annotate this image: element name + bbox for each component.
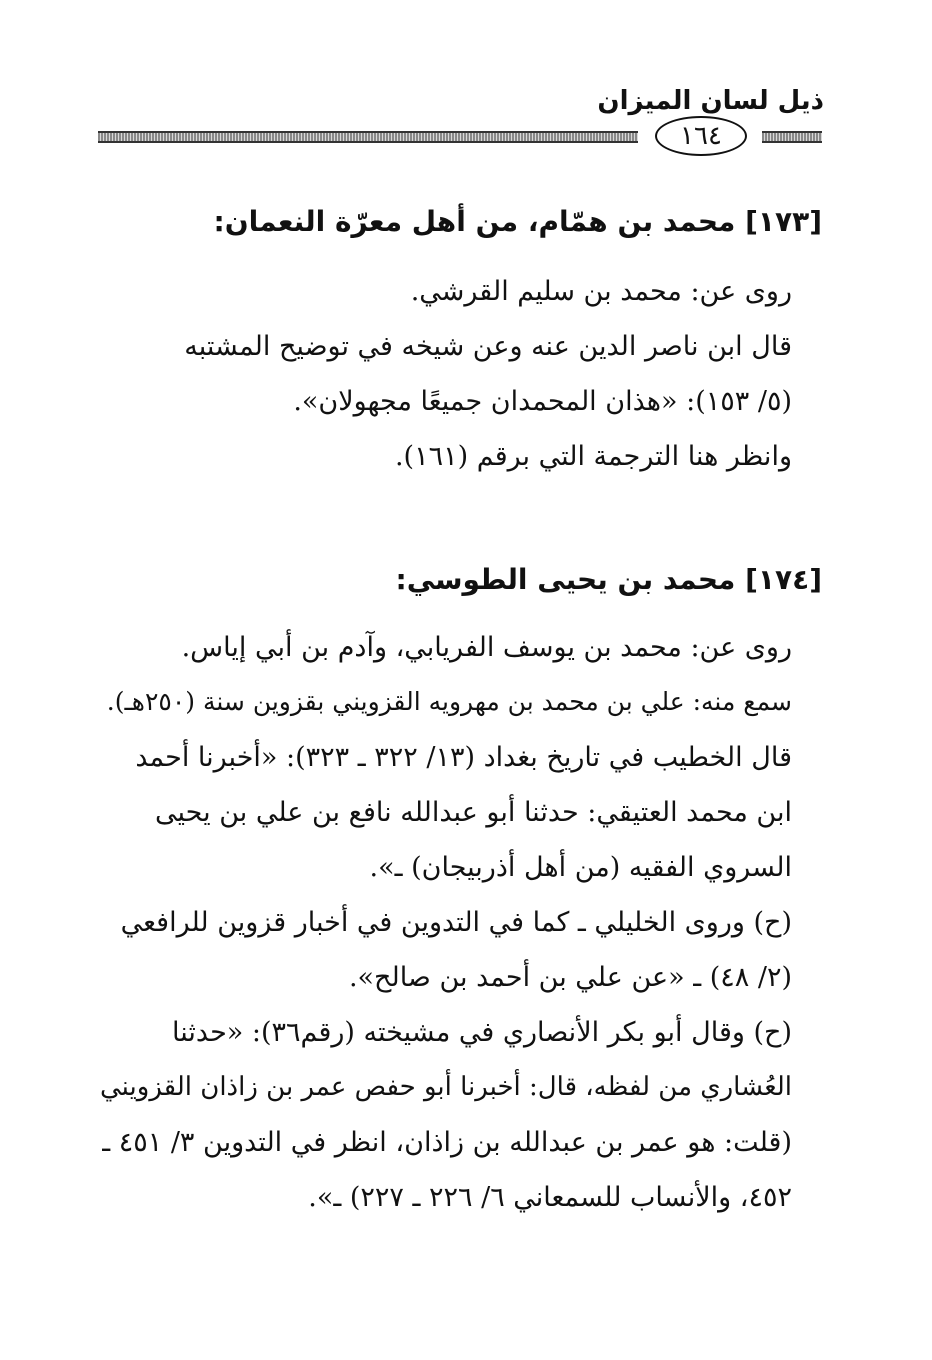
entry-173-line-2: قال ابن ناصر الدين عنه وعن شيخه في توضيح المشتبه bbox=[184, 331, 792, 362]
entry-174-line-1: روى عن: محمد بن يوسف الفريابي، وآدم بن أبي إياس. bbox=[181, 632, 792, 663]
entry-174-line-11: ٤٥٢، والأنساب للسمعاني ٦/ ٢٢٦ ـ ٢٢٧) ـ». bbox=[308, 1182, 792, 1213]
page-number: ١٦٤ bbox=[655, 116, 747, 156]
entry-173-line-1: روى عن: محمد بن سليم القرشي. bbox=[410, 276, 792, 307]
header-rule-left bbox=[98, 131, 638, 143]
entry-174-line-5: السروي الفقيه (من أهل أذربيجان) ـ». bbox=[369, 852, 792, 883]
entry-174-line-2: سمع منه: علي بن محمد بن مهرويه القزويني بقزوين سنة (٢٥٠هـ). bbox=[106, 687, 792, 716]
entry-174-line-10: (قلت: هو عمر بن عبدالله بن زاذان، انظر في التدوين ٣/ ٤٥١ ـ bbox=[102, 1127, 792, 1158]
entry-174-line-3: قال الخطيب في تاريخ بغداد (١٣/ ٣٢٢ ـ ٣٢٣): «أخبرنا أحمد bbox=[135, 742, 792, 773]
entry-174-line-8: (ح) وقال أبو بكر الأنصاري في مشيخته (رقم٣٦): «حدثنا bbox=[172, 1017, 792, 1048]
header-rule-right bbox=[762, 131, 822, 143]
running-title: ذيل لسان الميزان bbox=[597, 86, 824, 116]
entry-173-line-3: (٥/ ١٥٣): «هذان المحمدان جميعًا مجهولان». bbox=[293, 386, 792, 417]
entry-174-line-7: (٢/ ٤٨) ـ «عن علي بن أحمد بن صالح». bbox=[348, 962, 792, 993]
entry-174-heading: [١٧٤] محمد بن يحيى الطوسي: bbox=[395, 563, 822, 596]
entry-173-heading: [١٧٣] محمد بن همّام، من أهل معرّة النعمان: bbox=[213, 205, 822, 238]
entry-174-line-6: (ح) وروى الخليلي ـ كما في التدوين في أخبار قزوين للرافعي bbox=[120, 907, 792, 938]
entry-174-line-9: العُشاري من لفظه، قال: أخبرنا أبو حفص عمر بن زاذان القزويني bbox=[100, 1072, 792, 1102]
entry-173-line-4: وانظر هنا الترجمة التي برقم (١٦١). bbox=[394, 441, 792, 472]
entry-174-line-4: ابن محمد العتيقي: حدثنا أبو عبدالله نافع بن علي بن يحيى bbox=[155, 797, 792, 828]
